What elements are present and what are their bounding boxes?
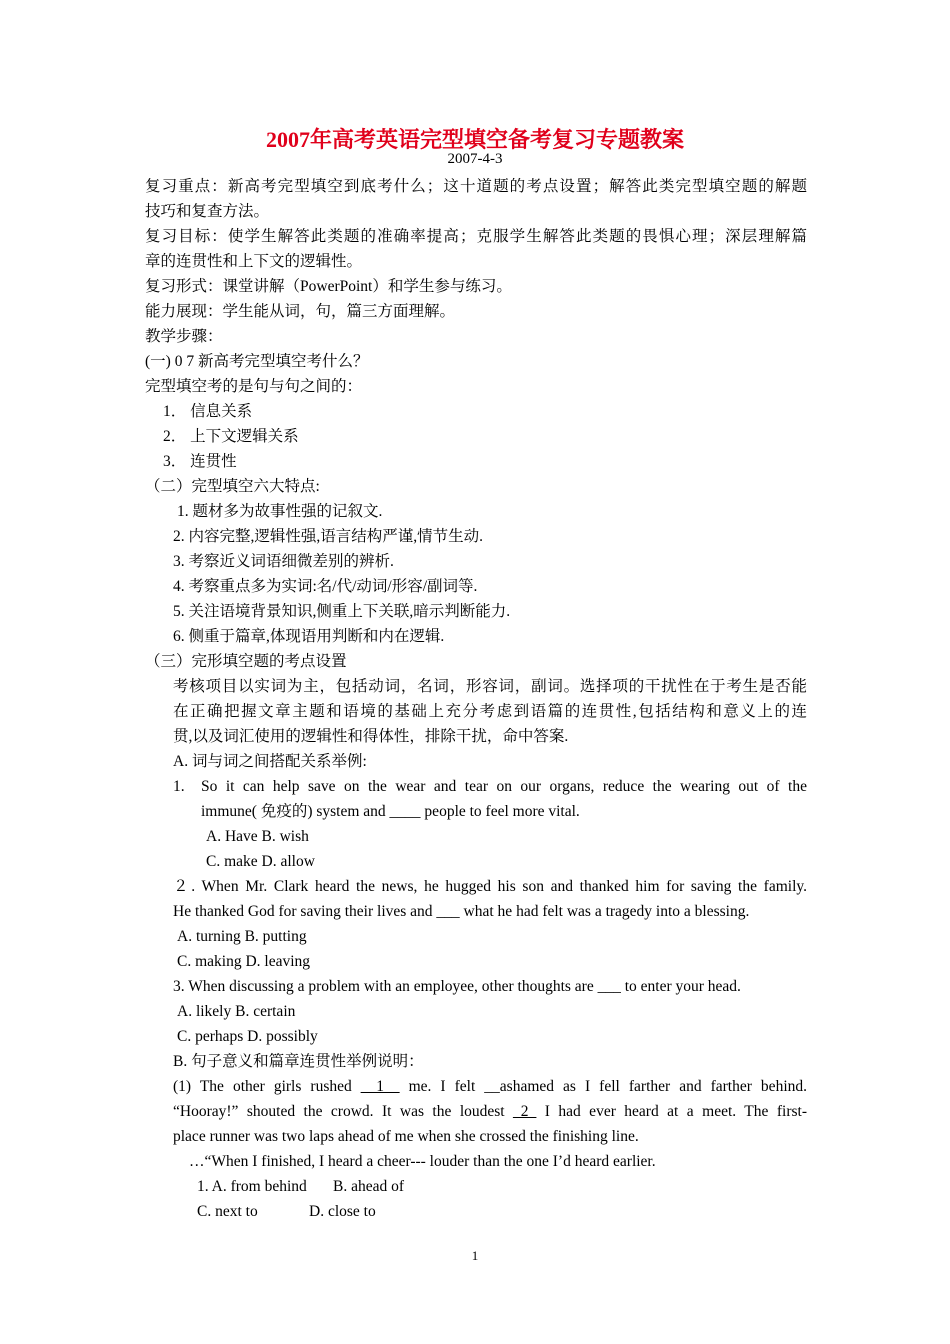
question2-options: A. turning B. putting <box>177 928 307 945</box>
section1-item: 2． 上下文逻辑关系 <box>163 428 299 445</box>
review-focus-line2: 技巧和复查方法。 <box>145 203 270 220</box>
question2-line1: ２. When Mr. Clark heard the news, he hugged his son and thanked him for saving the family. <box>173 878 807 895</box>
section2-item: 2. 内容完整,逻辑性强,语言结构严谨,情节生动. <box>173 528 484 545</box>
section1-item: 3． 连贯性 <box>163 453 237 470</box>
question3-options: A. likely B. certain <box>177 1003 296 1020</box>
section2-heading: （二）完型填空六大特点: <box>145 478 320 495</box>
question3-line1: 3. When discussing a problem with an employee, other thoughts are ___ to enter your head. <box>173 978 741 995</box>
passage-line1: (1) The other girls rushed __1__ me. I felt __ashamed as I fell farther and farther behind. <box>173 1078 807 1095</box>
section1-intro: 完型填空考的是句与句之间的： <box>145 378 363 395</box>
question2-line2: He thanked God for saving their lives and ___ what he had felt was a tragedy into a blessing. <box>173 903 750 920</box>
section2-item: 4. 考察重点多为实词:名/代/动词/形容/副词等. <box>173 578 478 595</box>
subsection-a-heading: A. 词与词之间搭配关系举例: <box>173 753 367 770</box>
passage-line2: “Hooray!” shouted the crowd. It was the loudest _2_ I had ever heard at a meet. The first- <box>173 1103 807 1120</box>
passage-blank-2: _2_ <box>513 1103 537 1120</box>
section2-item: 6. 侧重于篇章,体现语用判断和内在逻辑. <box>173 628 445 645</box>
choice-c: C. next to <box>197 1203 258 1220</box>
choice-d: D. close to <box>309 1203 376 1220</box>
review-goal-line1: 复习目标：使学生解答此类题的准确率提高；克服学生解答此类题的畏惧心理；深层理解篇 <box>145 228 807 245</box>
section1-item: 1． 信息关系 <box>163 403 253 420</box>
steps-line: 教学步骤： <box>145 328 223 345</box>
question3-options: C. perhaps D. possibly <box>177 1028 318 1045</box>
section3-para-line1: 考核项目以实词为主，包括动词，名词，形容词，副词。选择项的干扰性在于考生是否能 <box>173 678 807 695</box>
question1-line2: immune( 免疫的) system and ____ people to feel more vital. <box>201 803 580 820</box>
section1-heading: (一) 0 7 新高考完型填空考什么？ <box>145 353 369 370</box>
choice-b: B. ahead of <box>333 1178 405 1195</box>
question1-number: 1. <box>173 778 185 795</box>
document-date: 2007-4-3 <box>447 151 503 167</box>
passage-line3: place runner was two laps ahead of me when she crossed the finishing line. <box>173 1128 639 1145</box>
question1-options: A. Have B. wish <box>206 828 309 845</box>
review-goal-line2: 章的连贯性和上下文的逻辑性。 <box>145 253 363 270</box>
passage-line4: …“When I finished, I heard a cheer--- louder than the one I’d heard earlier. <box>189 1153 656 1170</box>
ability-line: 能力展现：学生能从词，句，篇三方面理解。 <box>145 303 456 320</box>
section3-para-line2: 在正确把握文章主题和语境的基础上充分考虑到语篇的连贯性,包括结构和意义上的连 <box>173 703 807 720</box>
document-title: 2007年高考英语完型填空备考复习专题教案 <box>265 127 684 152</box>
section2-item: 1. 题材多为故事性强的记叙文. <box>177 503 383 520</box>
question1-line1: So it can help save on the wear and tear on our organs, reduce the wearing out of the <box>201 778 807 795</box>
passage-blank-1: __1__ <box>360 1078 400 1095</box>
page-number: 1 <box>471 1248 479 1263</box>
review-form-line: 复习形式：课堂讲解（PowerPoint）和学生参与练习。 <box>145 278 512 295</box>
section2-item: 3. 考察近义词语细微差别的辨析. <box>173 553 394 570</box>
choice-a: 1. A. from behind <box>197 1178 307 1195</box>
review-focus-line1: 复习重点：新高考完型填空到底考什么；这十道题的考点设置；解答此类完型填空题的解题 <box>145 178 807 195</box>
section3-para-line3: 贯,以及词汇使用的逻辑性和得体性，排除干扰，命中答案. <box>173 728 569 745</box>
question2-options: C. making D. leaving <box>177 953 311 970</box>
section3-heading: （三）完形填空题的考点设置 <box>145 653 347 670</box>
question1-options: C. make D. allow <box>206 853 315 870</box>
section2-item: 5. 关注语境背景知识,侧重上下关联,暗示判断能力. <box>173 603 511 620</box>
subsection-b-heading: B. 句子意义和篇章连贯性举例说明： <box>173 1053 424 1070</box>
